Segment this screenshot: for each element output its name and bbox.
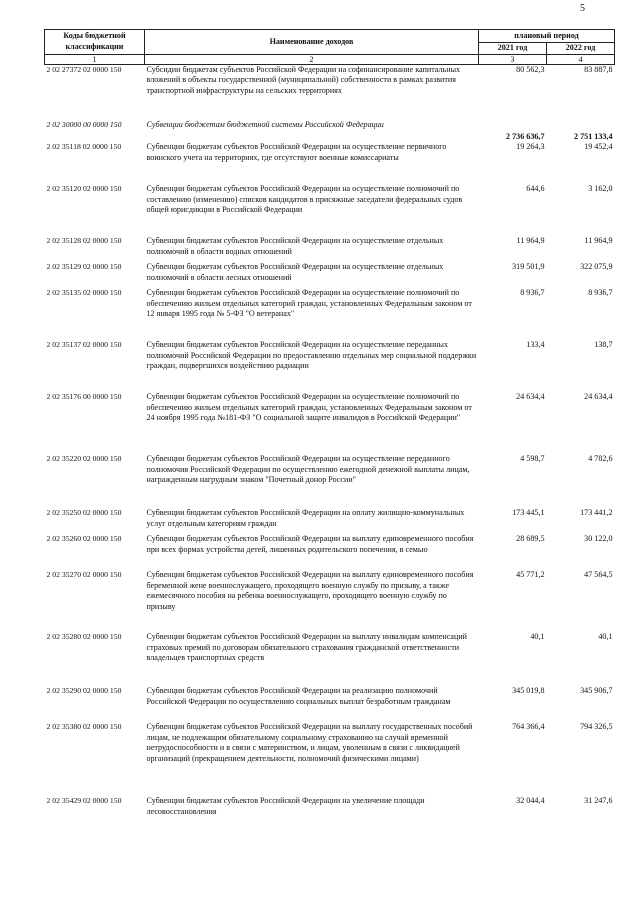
income-name: Субвенции бюджетам субъектов Российской Федерации на выплату единовременного пособия при всех формах устройства детей, лишенных родительского попечения, в семью xyxy=(146,534,474,554)
table-row xyxy=(45,570,615,632)
header-codes: Коды бюджетной классификации xyxy=(45,30,145,55)
value-2022: 322 075,9 xyxy=(580,262,613,271)
table-row xyxy=(45,340,615,392)
header-year-2022: 2022 год xyxy=(547,43,615,55)
value-2021: 173 445,1 xyxy=(512,508,545,517)
value-2022: 83 887,8 xyxy=(584,64,613,74)
header-planning-period: плановый период xyxy=(479,30,615,43)
value-2021: 32 044,4 xyxy=(516,796,545,805)
value-2022: 11 964,9 xyxy=(584,236,613,245)
value-2022: 30 122,0 xyxy=(584,534,613,543)
value-2022: 47 564,5 xyxy=(584,570,613,579)
header-income-name: Наименование доходов xyxy=(145,30,479,55)
table-row xyxy=(45,508,615,534)
value-2022: 2 751 133,4 xyxy=(574,131,613,141)
budget-code: 2 02 35250 02 0000 150 xyxy=(46,508,122,517)
income-name: Субвенции бюджетам субъектов Российской Федерации на осуществление полномочий по обеспечению жильем отдельных категорий граждан, установленных Федеральным законом от 24 ноября 1995 года №181-ФЗ "О социальной защите инвалидов в Российской Федерации" xyxy=(146,392,472,422)
table-row xyxy=(45,64,615,120)
table-body xyxy=(45,64,615,822)
income-name: Субвенции бюджетам субъектов Российской Федерации на реализацию полномочий Российской Федерации по осуществлению социальных выплат безработным гражданам xyxy=(146,686,451,706)
table-row xyxy=(45,236,615,262)
budget-code: 2 02 35118 02 0000 150 xyxy=(46,142,122,151)
value-2021: 4 598,7 xyxy=(520,454,545,463)
value-2022: 345 906,7 xyxy=(580,686,613,695)
table-row xyxy=(45,796,615,822)
budget-code: 2 02 35120 02 0000 150 xyxy=(46,184,122,193)
table-row xyxy=(45,184,615,236)
budget-code: 2 02 35135 02 0000 150 xyxy=(46,288,122,297)
value-2021: 45 771,2 xyxy=(516,570,545,579)
table-row xyxy=(45,288,615,340)
budget-code: 2 02 35260 02 0000 150 xyxy=(46,534,122,543)
value-2022: 3 162,0 xyxy=(588,184,613,193)
value-2021: 28 689,5 xyxy=(516,534,545,543)
value-2021: 319 501,9 xyxy=(512,262,545,271)
value-2021: 133,4 xyxy=(526,340,545,349)
value-2022: 8 936,7 xyxy=(588,288,613,297)
column-number-3: 3 xyxy=(479,54,547,64)
budget-code: 2 02 35220 02 0000 150 xyxy=(46,454,122,463)
budget-code: 2 02 35128 02 0000 150 xyxy=(46,236,122,245)
column-number-1: 1 xyxy=(45,54,145,64)
value-2021: 19 264,3 xyxy=(516,142,545,151)
value-2022: 40,1 xyxy=(598,632,613,641)
value-2021: 345 019,8 xyxy=(512,686,545,695)
budget-code: 2 02 35380 02 0000 150 xyxy=(46,722,122,731)
value-2021: 80 562,3 xyxy=(516,64,545,74)
income-name: Субвенции бюджетам субъектов Российской Федерации на увеличение площади лесовосстановления xyxy=(146,796,425,816)
value-2021: 24 634,4 xyxy=(516,392,545,401)
income-name: Субвенции бюджетам субъектов Российской Федерации на осуществление переданных полномочий Российской Федерации по предоставлению отдельных мер социальной поддержки граждан, подвергшихся воздействию радиации xyxy=(146,340,477,370)
budget-code: 2 02 35270 02 0000 150 xyxy=(46,570,122,579)
income-name: Субвенции бюджетам субъектов Российской Федерации на осуществление отдельных полномочий в области лесных отношений xyxy=(146,262,444,282)
budget-code: 2 02 35129 02 0000 150 xyxy=(46,262,122,271)
budget-code: 2 02 35280 02 0000 150 xyxy=(46,632,122,641)
column-number-2: 2 xyxy=(145,54,479,64)
table-row xyxy=(45,722,615,796)
value-2022: 794 326,5 xyxy=(580,722,613,731)
header-year-2021: 2021 год xyxy=(479,43,547,55)
value-2022: 24 634,4 xyxy=(584,392,613,401)
table-row xyxy=(45,142,615,184)
table-row xyxy=(45,632,615,686)
value-2022: 31 247,6 xyxy=(584,796,613,805)
value-2022: 4 782,6 xyxy=(588,454,613,463)
page-number: 5 xyxy=(580,3,585,14)
income-name: Субвенции бюджетам субъектов Российской Федерации на осуществление переданного полномочия Российской Федерации по осуществлению ежегодной денежной выплаты лицам, награжденным нагрудным знаком "Почетный донор России" xyxy=(146,454,470,484)
income-name: Субвенции бюджетам субъектов Российской Федерации на осуществление отдельных полномочий в области водных отношений xyxy=(146,236,444,256)
budget-code: 2 02 30000 00 0000 150 xyxy=(46,120,122,129)
value-2021: 40,1 xyxy=(530,632,545,641)
income-name: Субвенции бюджетам субъектов Российской Федерации на выплату единовременного пособия беременной жене военнослужащего, проходящего военную службу по призыву, а также ежемесячного пособия на ребенка военнослужащего, проходящего военную службу по призыву xyxy=(146,570,474,611)
table-row xyxy=(45,454,615,508)
value-2022: 173 441,2 xyxy=(580,508,613,517)
income-name: Субвенции бюджетам субъектов Российской Федерации на осуществление полномочий по составлению (изменению) списков кандидатов в присяжные заседатели федеральных судов общей юрисдикции в Российской Федерации xyxy=(146,184,463,214)
income-name: Субвенции бюджетам субъектов Российской Федерации на оплату жилищно-коммунальных услуг отдельным категориям граждан xyxy=(146,508,465,528)
value-2021: 644,6 xyxy=(526,184,545,193)
budget-code: 2 02 27372 02 0000 150 xyxy=(46,64,122,74)
value-2021: 764 366,4 xyxy=(512,722,545,731)
table-row xyxy=(45,120,615,142)
table-row xyxy=(45,686,615,722)
budget-code: 2 02 35176 00 0000 150 xyxy=(46,392,122,401)
income-name: Субвенции бюджетам субъектов Российской Федерации на осуществление полномочий по обеспечению жильем отдельных категорий граждан, установленных Федеральным законом от 12 января 1995 года № 5-ФЗ "О ветеранах" xyxy=(146,288,472,318)
budget-code: 2 02 35429 02 0000 150 xyxy=(46,796,122,805)
value-2021: 8 936,7 xyxy=(520,288,545,297)
column-number-4: 4 xyxy=(547,54,615,64)
income-name: Субвенции бюджетам бюджетной системы Российской Федерации xyxy=(146,120,384,129)
value-2022: 138,7 xyxy=(594,340,613,349)
table-row xyxy=(45,534,615,570)
value-2021: 2 736 636,7 xyxy=(506,131,545,141)
income-name: Субвенции бюджетам субъектов Российской Федерации на выплату государственных пособий лицам, не подлежащим обязательному социальному страхованию на случай временной нетрудоспособности и в связи с материнством, и лицам, уволенным в связи с ликвидацией организаций (прекращением деятельности, полномочий физическими лицами) xyxy=(146,722,473,763)
value-2022: 19 452,4 xyxy=(584,142,613,151)
income-name: Субвенции бюджетам субъектов Российской Федерации на осуществление первичного воинского учета на территориях, где отсутствуют военные комиссариаты xyxy=(146,142,447,162)
table-row xyxy=(45,392,615,454)
table-row xyxy=(45,262,615,288)
revenue-table xyxy=(44,29,615,822)
income-name: Субсидии бюджетам субъектов Российской Федерации на софинансирование капитальных вложений в объекты государственной (муниципальной) собственности в рамках развития транспортной инфраструктуры на сельских территориях xyxy=(146,64,461,95)
value-2021: 11 964,9 xyxy=(516,236,545,245)
income-name: Субвенции бюджетам субъектов Российской Федерации на выплату инвалидам компенсаций страховых премий по договорам обязательного страхования гражданской ответственности владельцев транспортных средств xyxy=(146,632,468,662)
budget-code: 2 02 35137 02 0000 150 xyxy=(46,340,122,349)
budget-code: 2 02 35290 02 0000 150 xyxy=(46,686,122,695)
